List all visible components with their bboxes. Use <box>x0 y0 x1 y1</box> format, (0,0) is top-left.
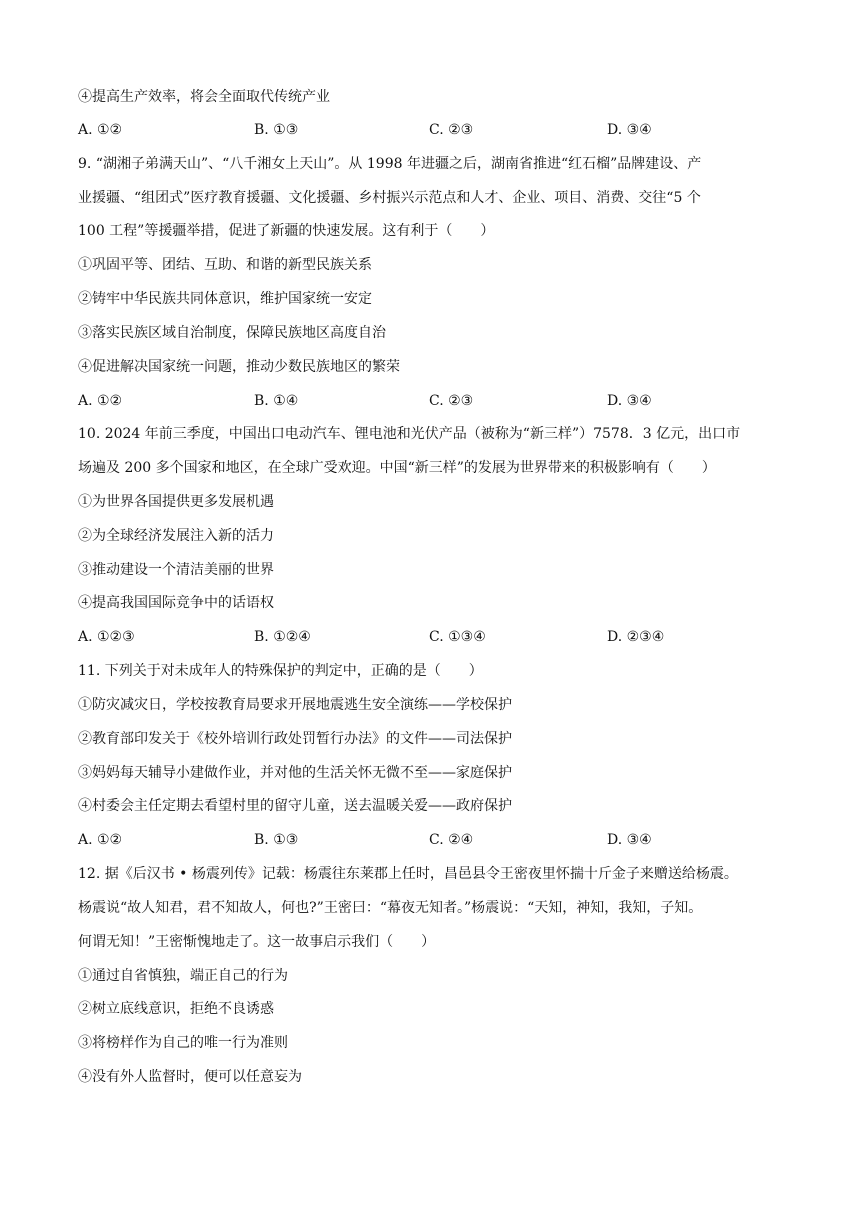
q10-option-b: B. ①②④ <box>254 629 311 645</box>
q11-option-a: A. ①② <box>78 832 123 848</box>
q9-option-c: C. ②③ <box>429 393 474 409</box>
q8-item-4: ④提高生产效率，将会全面取代传统产业 <box>78 89 330 105</box>
q11-option-d: D. ③④ <box>607 832 652 848</box>
q8-option-a: A. ①② <box>78 122 123 138</box>
q10-stem-line-1: 10. 2024 年前三季度，中国出口电动汽车、锂电池和光伏产品（被称为“新三样”）7578．3 亿元，出口市 <box>78 426 741 442</box>
q12-item-1: ①通过自省慎独，端正自己的行为 <box>78 968 288 984</box>
q11-item-3: ③妈妈每天辅导小建做作业，并对他的生活关怀无微不至——家庭保护 <box>78 765 512 781</box>
q10-item-4: ④提高我国国际竞争中的话语权 <box>78 595 274 611</box>
q10-option-d: D. ②③④ <box>607 629 665 645</box>
q11-option-c: C. ②④ <box>429 832 474 848</box>
q9-option-d: D. ③④ <box>607 393 652 409</box>
q9-stem-line-3: 100 工程”等援疆举措，促进了新疆的快速发展。这有利于（ ） <box>78 223 495 239</box>
q10-item-2: ②为全球经济发展注入新的活力 <box>78 528 274 544</box>
q8-option-b: B. ①③ <box>254 122 299 138</box>
q9-item-3: ③落实民族区域自治制度，保障民族地区高度自治 <box>78 325 386 341</box>
q9-options <box>78 391 778 411</box>
q12-item-4: ④没有外人监督时，便可以任意妄为 <box>78 1069 302 1085</box>
q11-stem-line-1: 11. 下列关于对未成年人的特殊保护的判定中，正确的是（ ） <box>78 663 483 679</box>
q9-stem-line-2: 业援疆、“组团式”医疗教育援疆、文化援疆、乡村振兴示范点和人才、企业、项目、消费、交往“5 个 <box>78 190 701 206</box>
q11-option-b: B. ①③ <box>254 832 299 848</box>
q8-options <box>78 120 778 140</box>
q10-option-c: C. ①③④ <box>429 629 486 645</box>
q9-stem-line-1: 9. “湖湘子弟满天山”、“八千湘女上天山”。从 1998 年进疆之后，湖南省推进“红石榴”品牌建设、产 <box>78 156 702 172</box>
q8-option-d: D. ③④ <box>607 122 652 138</box>
q10-item-1: ①为世界各国提供更多发展机遇 <box>78 494 274 510</box>
q11-item-1: ①防灾减灾日，学校按教育局要求开展地震逃生安全演练——学校保护 <box>78 697 512 713</box>
q11-item-4: ④村委会主任定期去看望村里的留守儿童，送去温暖关爱——政府保护 <box>78 798 512 814</box>
q8-option-c: C. ②③ <box>429 122 474 138</box>
q11-item-2: ②教育部印发关于《校外培训行政处罚暂行办法》的文件——司法保护 <box>78 731 512 747</box>
q9-item-4: ④促进解决国家统一问题，推动少数民族地区的繁荣 <box>78 359 400 375</box>
q12-item-3: ③将榜样作为自己的唯一行为准则 <box>78 1035 288 1051</box>
q10-stem-line-2: 场遍及 200 多个国家和地区，在全球广受欢迎。中国“新三样”的发展为世界带来的积极影响有（ ） <box>78 460 716 476</box>
q12-item-2: ②树立底线意识，拒绝不良诱惑 <box>78 1001 274 1017</box>
q9-item-2: ②铸牢中华民族共同体意识，维护国家统一安定 <box>78 291 372 307</box>
q12-stem-line-3: 何谓无知！”王密惭愧地走了。这一故事启示我们（ ） <box>78 934 436 950</box>
q11-options <box>78 830 778 850</box>
q12-stem-line-2: 杨震说“故人知君，君不知故人，何也?”王密曰：“幕夜无知者。”杨震说：“天知，神知，我知，子知。 <box>78 900 703 916</box>
q10-item-3: ③推动建设一个清洁美丽的世界 <box>78 562 274 578</box>
q9-option-b: B. ①④ <box>254 393 299 409</box>
q12-stem-line-1: 12. 据《后汉书 • 杨震列传》记载：杨震往东莱郡上任时，昌邑县令王密夜里怀揣十斤金子来赠送给杨震。 <box>78 866 738 882</box>
q9-item-1: ①巩固平等、团结、互助、和谐的新型民族关系 <box>78 257 372 273</box>
q10-options <box>78 627 778 647</box>
q10-option-a: A. ①②③ <box>78 629 135 645</box>
q9-option-a: A. ①② <box>78 393 123 409</box>
